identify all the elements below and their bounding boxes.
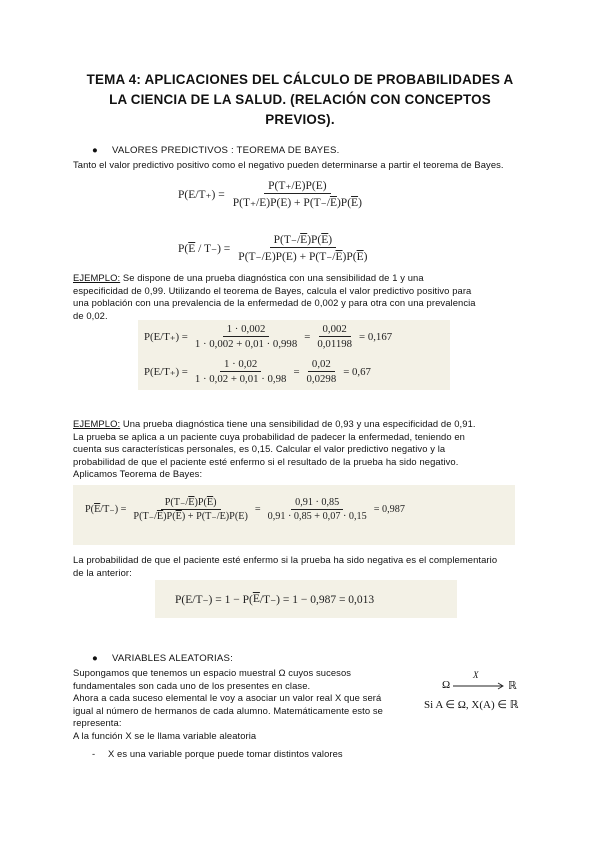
map-definition: Si A ∈ Ω, X(A) ∈ ℝ [424,699,519,711]
variables-paragraph: Supongamos que tenemos un espacio muestral Ω cuyos sucesos fundamentales son cada uno de los presentes en clase. Ahora a cada suceso elemental le voy a asociar un valor real X que será igual al número de hermanos de cada alumno. Matemáticamente esto se representa: A la función X se le llama variable aleatoria [73,667,383,741]
example1-formula-line1: P(E/T₊) = $\frac{1 \cdot 0,002}{1 \cdot 0,002 + 0,01 \cdot 0,998}$ = $\frac{0,002}{0,01198}$ = 0,167 [144,323,393,350]
section-bullet-variables [92,653,233,664]
example2-formula-box [73,485,515,545]
formula-lhs: $P(\overline{E} / T_-)$ = [178,242,231,255]
map-from: Ω [442,679,451,691]
bayes-positive-formula [178,178,366,209]
example1-formula-line2: P(E/T₊) = $\frac{1 \cdot 0,02}{1 \cdot 0,02 + 0,01 \cdot 0,98}$ = $\frac{0,02}{0,0298}$ = 0,67 [144,358,371,385]
example2-paragraph: EJEMPLO: Una prueba diagnóstica tiene una sensibilidad de 0,93 y una especificidad de 0,91. La prueba se aplica a un paciente cuya probabilidad de padecer la enfermedad, teniendo en cuenta sus características personales, es 0,15. Calcular el valor predictivo negativo y la probabilidad de que el paciente esté enfermo si el resultado de la prueba ha sido negativo. Aplicamos Teorema de Bayes: [73,418,476,480]
example-label: EJEMPLO: [73,418,121,429]
example1-paragraph: EJEMPLO: Se dispone de una prueba diagnóstica con una sensibilidad de 1 y una especificidad de 0,99. Utilizando el teorema de Bayes, calcula el valor predictivo positivo para una población con una prevalencia de la enfermedad de 0,002 y para otra con una prevalencia de 0,02. [73,272,476,321]
formula-fraction [229,178,366,209]
formula-lhs: P(E/T₊) = [178,188,225,201]
formula-denominator: $P(T_-/E)P(E) + P(T_-/\overline{E})P(\overline{E})$ [238,251,368,263]
complement-formula-box [155,580,457,618]
map-label: X [473,670,479,680]
formula-numerator: P(T₊/E)P(E) [264,178,330,194]
example-label: EJEMPLO: [73,272,121,283]
mapping-diagram [420,670,532,718]
title-line-1: TEMA 4: APLICACIONES DEL CÁLCULO DE PROBABILIDADES A [86,72,514,87]
example1-formula-box [138,320,450,390]
title-line-2: LA CIENCIA DE LA SALUD. (RELACIÓN CON CONCEPTOS [109,92,491,107]
dash-list-item: - X es una variable porque puede tomar distintos valores [92,748,343,759]
complement-formula: P(E/T₋) = 1 − P( $\overline{E}$ /T₋) = 1 − 0,987 = 0,013 [175,593,375,606]
section-bullet-valores [92,145,339,156]
bullet-icon: ● [92,145,98,156]
title-line-3: PREVIOS). [265,112,335,127]
bayes-negative-formula [178,232,371,263]
dash-icon: - [92,748,96,759]
section-heading: VARIABLES ALEATORIAS: [112,653,233,664]
section-heading: VALORES PREDICTIVOS : TEOREMA DE BAYES. [112,145,340,156]
complement-paragraph: La probabilidad de que el paciente esté enfermo si la prueba ha sido negativa es el complementario de la anterior: [73,554,498,578]
formula-numerator: $P(T_-/\overline{E})P(\overline{E})$ [270,232,336,248]
formula-fraction [234,232,371,263]
intro-paragraph: Tanto el valor predictivo positivo como el negativo pueden determinarse a partir el teorema de Bayes. [73,159,504,170]
page-title [60,70,540,130]
bullet-icon: ● [92,653,98,664]
arrow-right-icon [452,682,506,690]
formula-denominator: $P(T_+/E)P(E) + P(T_-/\overline{E})P(\overline{E})$ [232,197,362,209]
map-to: ℝ [508,680,517,692]
example2-formula: $P(\overline{E}/T_-)$ = $\frac{P(T_-/\overline{E})P(\overline{E})}{P(T_-/\overline{E})P(\overline{E}) + P(T_-/E)P(E)}$ = $\frac{0,91 \cdot 0,85}{0,91 \cdot 0,85 + 0,07 \cdot 0,15}$ = 0,987 [85,497,405,522]
